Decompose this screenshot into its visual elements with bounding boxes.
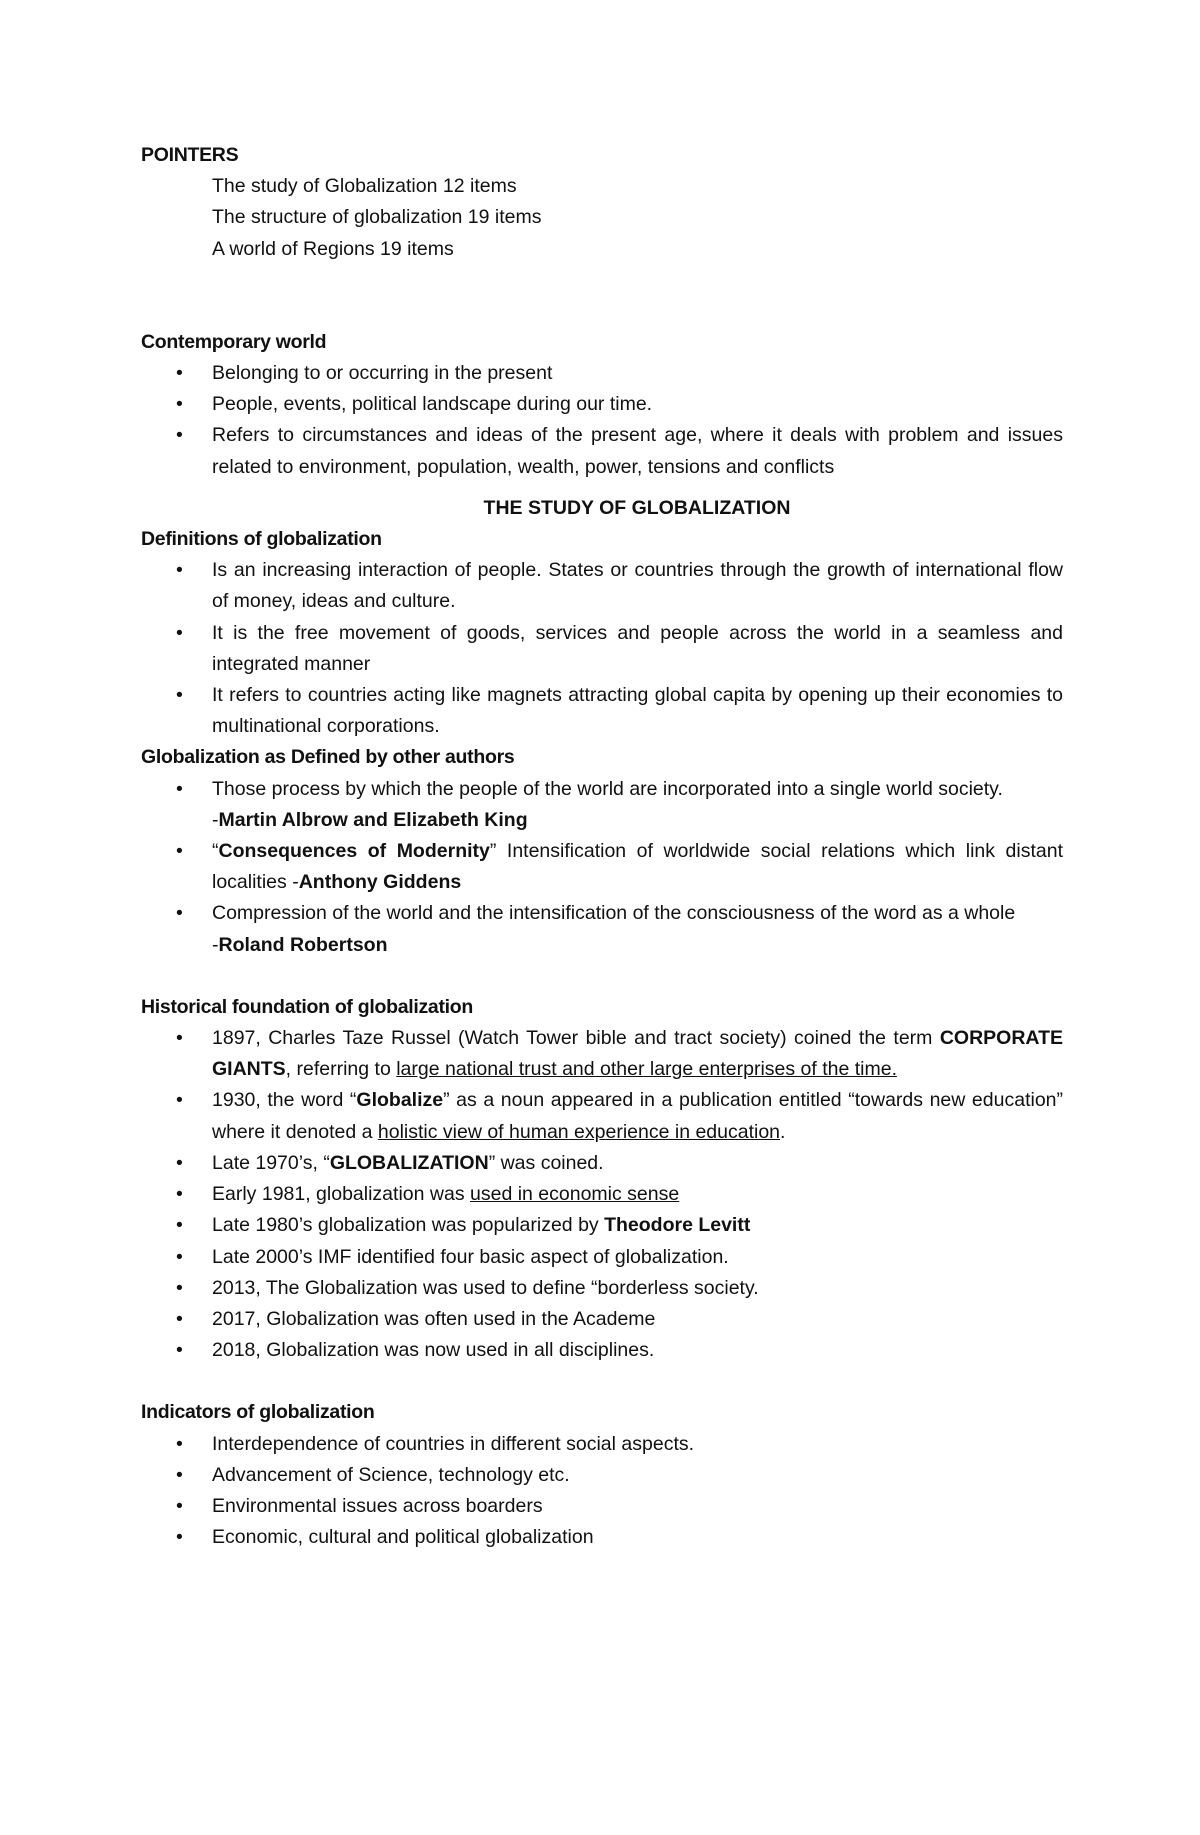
list-item: • Refers to circumstances and ideas of the present age, where it deals with problem and issues related to environment, population, wealth, power, tensions and conflicts xyxy=(141,420,1063,482)
contemporary-list xyxy=(141,358,1063,483)
author-attribution: -Roland Robertson xyxy=(212,933,388,956)
list-item: • 2018, Globalization was now used in all disciplines. xyxy=(141,1335,1063,1366)
author-attribution: -Martin Albrow and Elizabeth King xyxy=(212,808,528,831)
pointer-item: A world of Regions 19 items xyxy=(212,237,454,260)
list-item: • People, events, political landscape during our time. xyxy=(141,389,1063,420)
list-item: • Environmental issues across boarders xyxy=(141,1491,1063,1522)
contemporary-heading: Contemporary world xyxy=(141,330,327,353)
author-attribution: Anthony Giddens xyxy=(298,871,462,894)
list-item: • Belonging to or occurring in the present xyxy=(141,358,1063,389)
list-item: • 1897, Charles Taze Russel (Watch Tower bible and tract society) coined the term CORPORATE GIANTS, referring to large national trust and other large enterprises of the time. xyxy=(141,1023,1063,1085)
list-item: • Late 1970’s, “GLOBALIZATION” was coined. xyxy=(141,1148,1063,1179)
list-item: • Early 1981, globalization was used in economic sense xyxy=(141,1179,1063,1210)
indicators-list xyxy=(141,1429,1063,1554)
author-definition: Compression of the world and the intensification of the consciousness of the word as a whole xyxy=(212,902,1016,925)
list-item: • 2013, The Globalization was used to define “borderless society. xyxy=(141,1273,1063,1304)
historical-heading: Historical foundation of globalization xyxy=(141,995,474,1018)
authors-heading: Globalization as Defined by other authors xyxy=(141,746,515,769)
pointer-item: The structure of globalization 19 items xyxy=(212,206,542,229)
list-item: • Interdependence of countries in different social aspects. xyxy=(141,1429,1063,1460)
definitions-list xyxy=(141,555,1063,742)
list-item: • “Consequences of Modernity” Intensification of worldwide social relations which link distant localities -Anthony Giddens xyxy=(141,836,1063,898)
list-item xyxy=(141,774,1063,836)
list-item: • It refers to countries acting like magnets attracting global capita by opening up their economies to multinational corporations. xyxy=(141,680,1063,742)
authors-list xyxy=(141,774,1063,961)
historical-list xyxy=(141,1023,1063,1366)
study-title: THE STUDY OF GLOBALIZATION xyxy=(483,496,791,519)
indicators-heading: Indicators of globalization xyxy=(141,1401,375,1424)
document-body xyxy=(141,140,1063,1553)
list-item xyxy=(141,898,1063,960)
book-title: Consequences of Modernity xyxy=(218,840,490,863)
list-item: • Late 2000’s IMF identified four basic aspect of globalization. xyxy=(141,1242,1063,1273)
list-item: • 2017, Globalization was often used in the Academe xyxy=(141,1304,1063,1335)
list-item: • Advancement of Science, technology etc. xyxy=(141,1460,1063,1491)
list-item: • Is an increasing interaction of people. States or countries through the growth of international flow of money, ideas and culture. xyxy=(141,555,1063,617)
pointer-item: The study of Globalization 12 items xyxy=(212,175,517,198)
list-item: • 1930, the word “Globalize” as a noun appeared in a publication entitled “towards new education” where it denoted a holistic view of human experience in education. xyxy=(141,1085,1063,1147)
pointers-heading: POINTERS xyxy=(141,144,239,166)
list-item: • It is the free movement of goods, services and people across the world in a seamless and integrated manner xyxy=(141,618,1063,680)
list-item: • Late 1980’s globalization was popularized by Theodore Levitt xyxy=(141,1210,1063,1241)
definitions-heading: Definitions of globalization xyxy=(141,528,382,551)
author-definition: Those process by which the people of the world are incorporated into a single world society. xyxy=(212,777,1003,800)
author-definition: Intensification of worldwide social relations which link distant localities xyxy=(212,840,1063,894)
list-item: • Economic, cultural and political globalization xyxy=(141,1522,1063,1553)
